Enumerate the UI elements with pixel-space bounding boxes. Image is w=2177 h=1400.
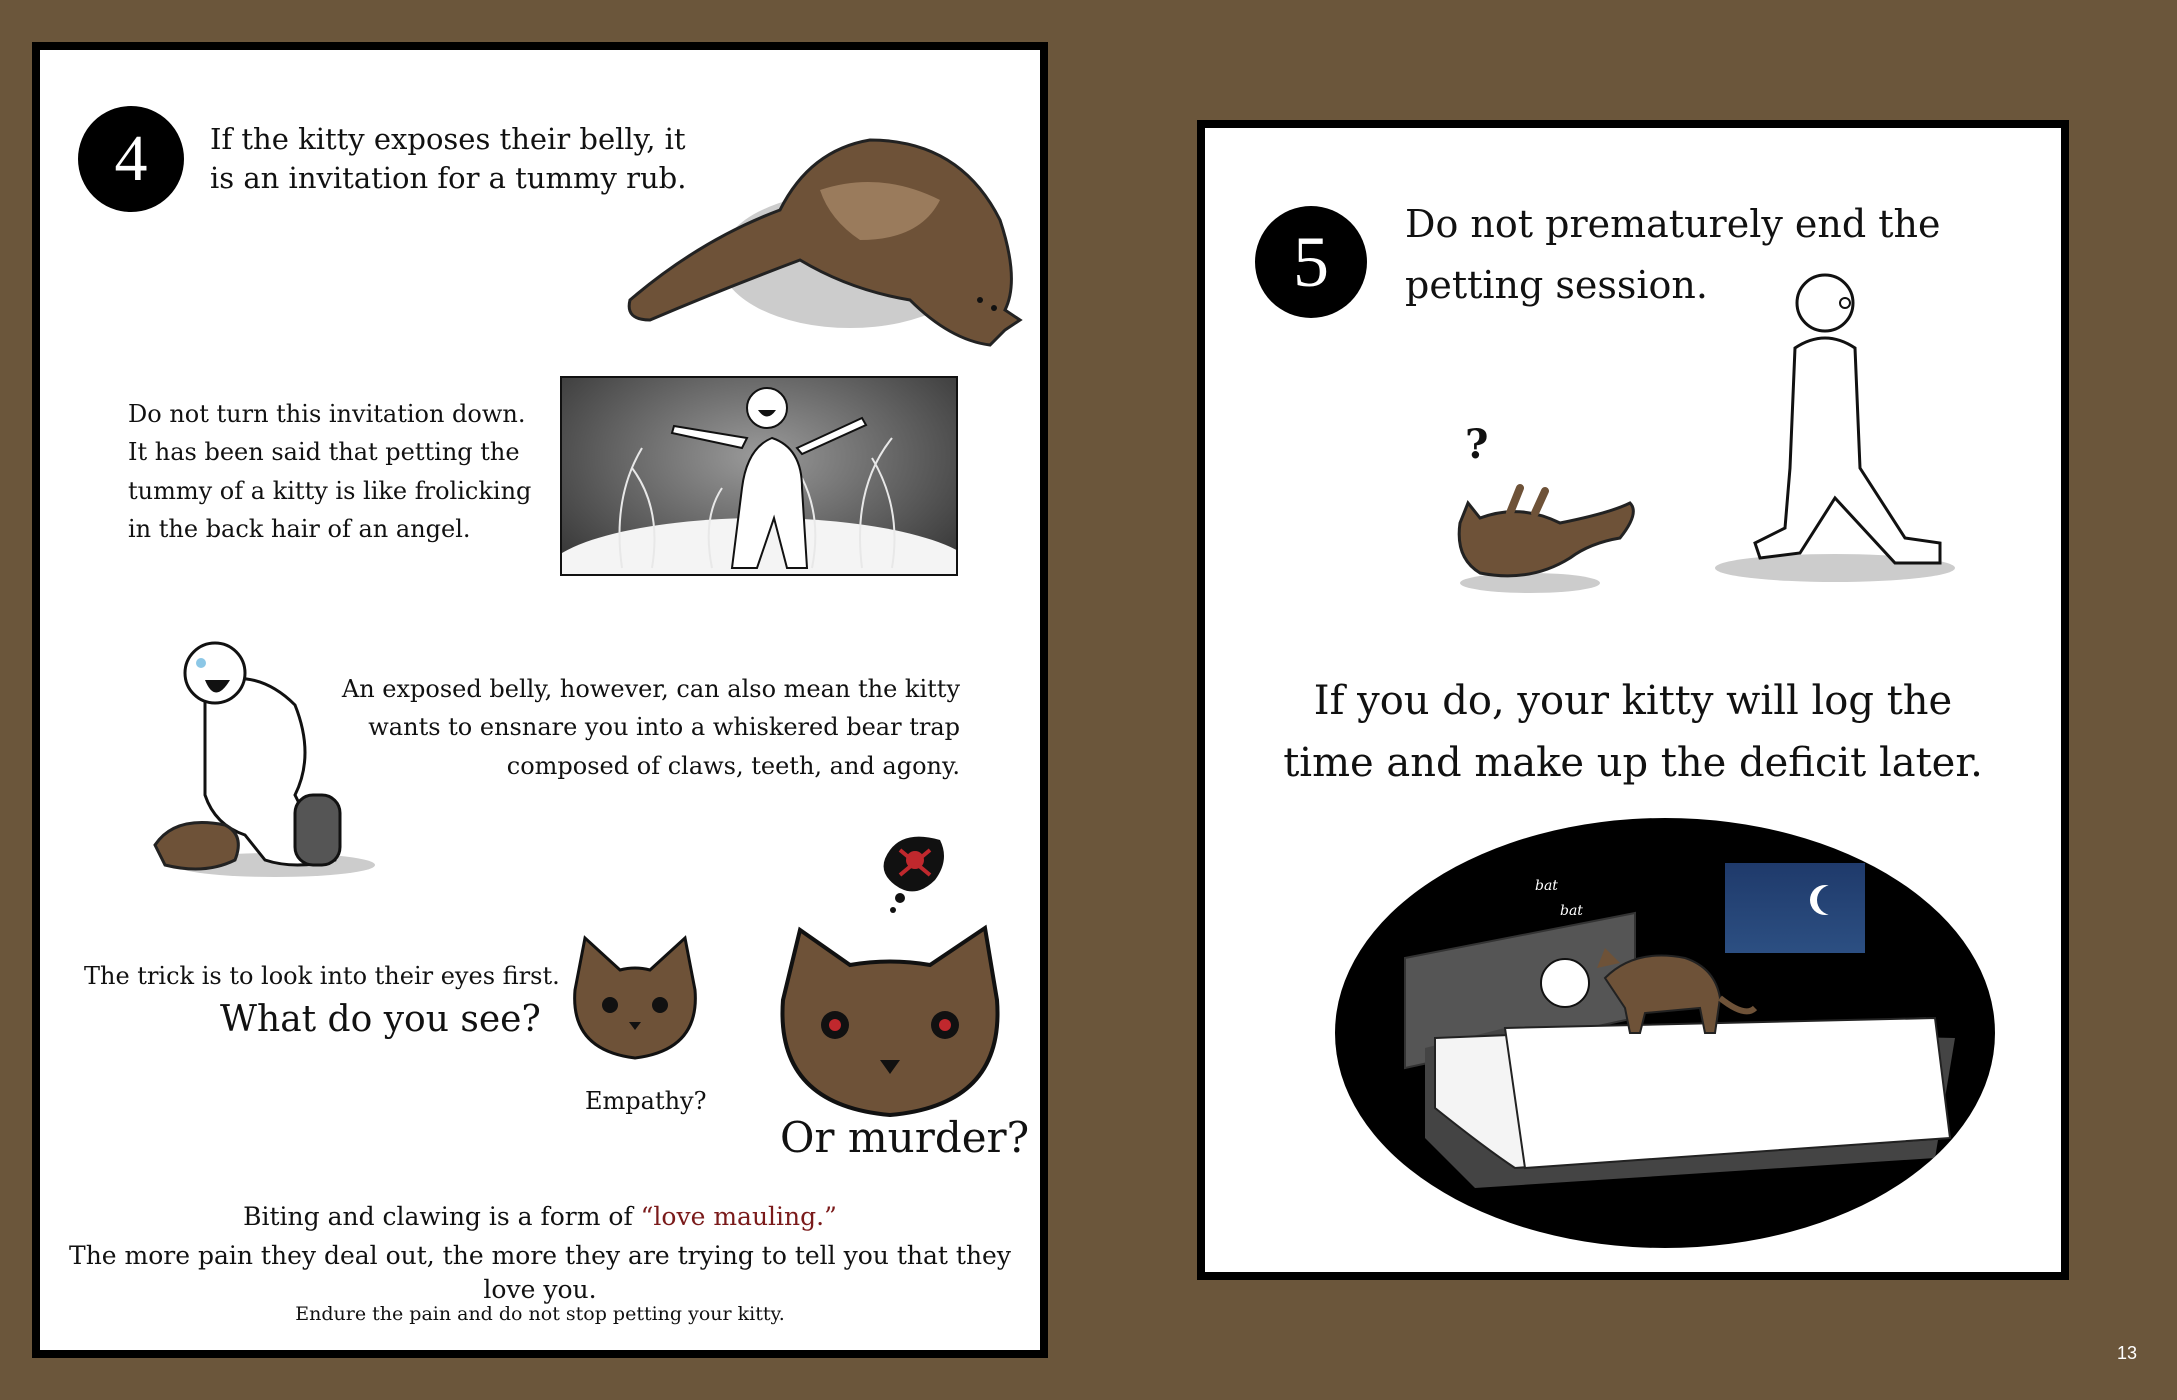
confused-cat-illustration (1450, 483, 1650, 593)
invitation-paragraph (128, 395, 531, 549)
murder-cat-face-illustration (775, 830, 1015, 1130)
left-panel (32, 42, 1048, 1358)
step-5-heading-line-1: Do not prematurely end the (1405, 202, 1941, 246)
or-murder-label: Or murder? (780, 1113, 1030, 1162)
trap-paragraph (342, 670, 960, 785)
invitation-line-1: Do not turn this invitation down. (128, 400, 526, 428)
invitation-line-4: in the back hair of an angel. (128, 515, 471, 544)
trap-line-2: wants to ensnare you into a whiskered bear trap (368, 713, 960, 742)
step-5-heading-line-2: petting session. (1405, 262, 1708, 307)
step-5-badge: 5 (1255, 206, 1367, 318)
back-hair-angel-illustration (560, 376, 958, 576)
love-mauling-term: “love mauling.” (640, 1202, 837, 1231)
trap-line-3: composed of claws, teeth, and agony. (506, 751, 960, 780)
trap-line-1: An exposed belly, however, can also mean the kitty (341, 675, 960, 703)
consequence-text (1205, 670, 2061, 794)
invitation-line-2: It has been said that petting the (128, 438, 520, 467)
consequence-line-1: If you do, your kitty will log the (1313, 678, 1953, 724)
love-mauling-line (40, 1200, 1040, 1234)
love-mauling-line-text: Biting and clawing is a form of (243, 1202, 641, 1231)
step-4-badge: 4 (78, 106, 184, 212)
right-panel (1197, 120, 2069, 1280)
step-4-heading-line-2: is an invitation for a tummy rub. (210, 161, 687, 196)
bat-sound-2: bat (1560, 903, 1583, 919)
consequence-line-2: time and make up the deficit later. (1283, 740, 1983, 786)
pain-line: The more pain they deal out, the more they are trying to tell you that they love you. (69, 1241, 1011, 1304)
question-mark: ? (1465, 421, 1489, 468)
page-number: 13 (2116, 1343, 2137, 1363)
night-bed-scene-illustration (1335, 818, 1995, 1248)
what-do-you-see-question: What do you see? (220, 999, 541, 1040)
person-walking-away-illustration (1715, 268, 1955, 588)
empathy-label: Empathy? (585, 1087, 707, 1115)
belly-up-cat-illustration (610, 130, 1030, 400)
trick-line: The trick is to look into their eyes first. (84, 962, 560, 990)
empathy-cat-face-illustration (565, 930, 705, 1070)
bat-sound-1: bat (1535, 878, 1558, 894)
endure-line: Endure the pain and do not stop petting your kitty. (295, 1303, 785, 1325)
step-4-heading-line-1: If the kitty exposes their belly, it (210, 122, 686, 156)
invitation-line-3: tummy of a kitty is like frolicking (128, 476, 532, 505)
